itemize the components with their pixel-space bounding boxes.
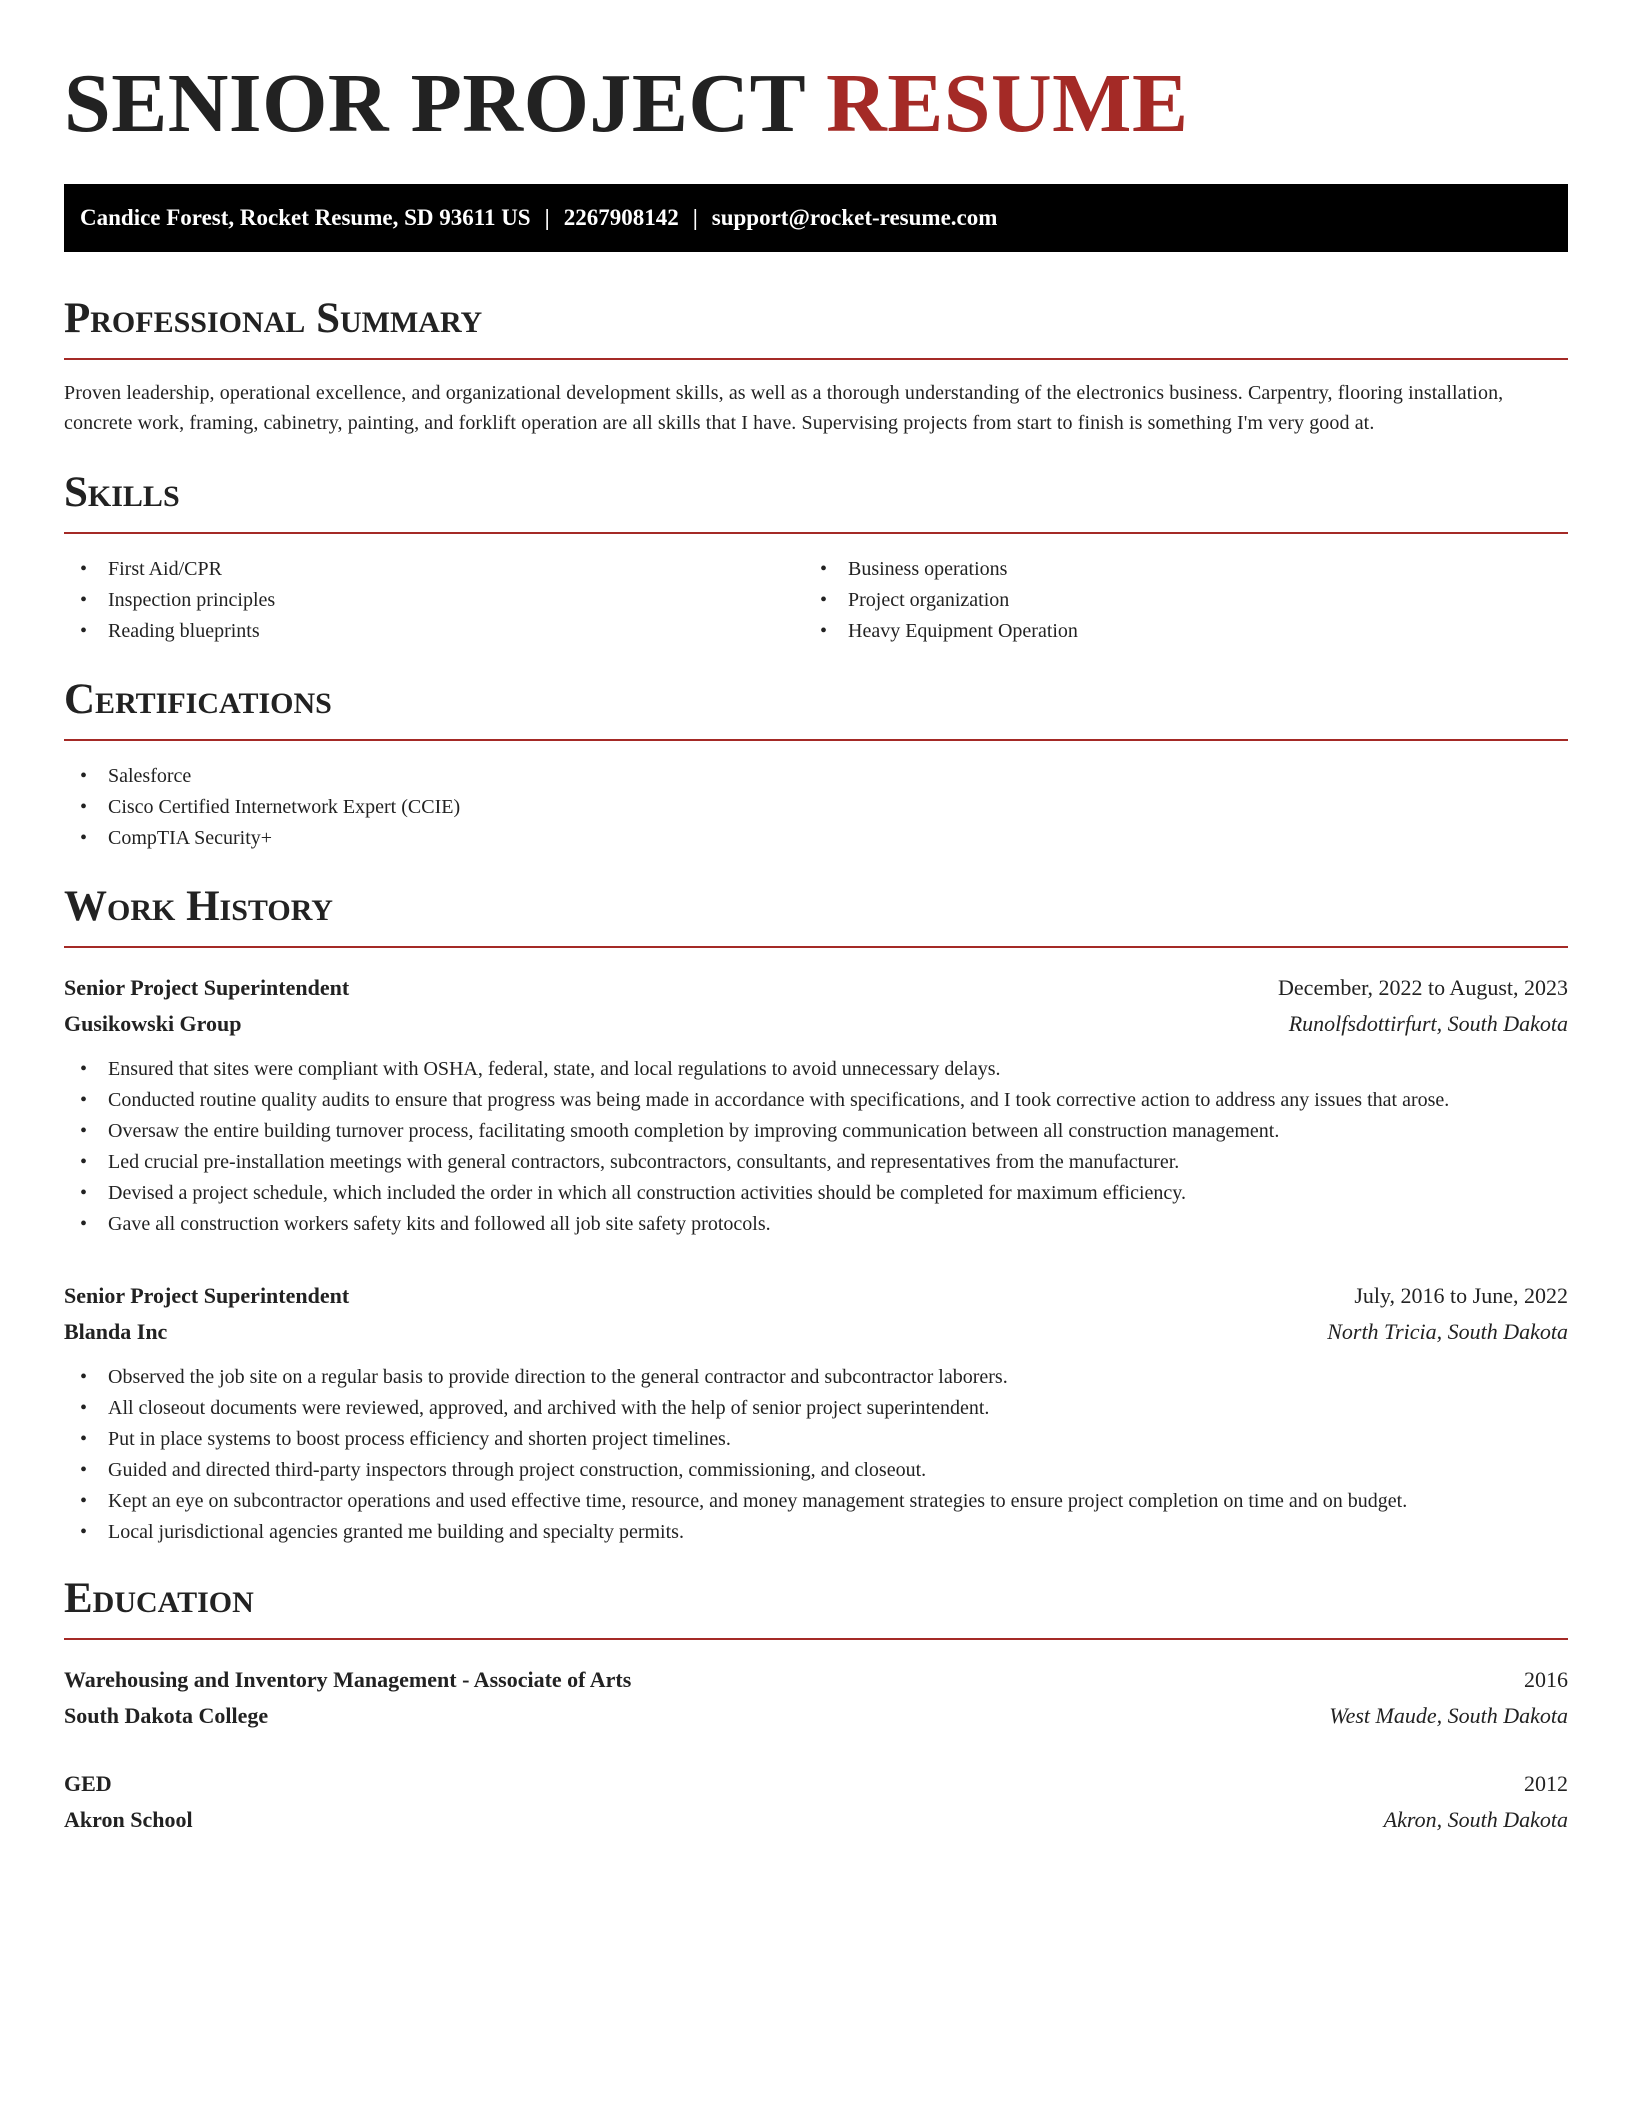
job-bullet: • Devised a project schedule, which included the order in which all construction activities should be completed for maximum efficiency. [64,1178,1568,1209]
job-bullet: • Guided and directed third-party inspectors through project construction, commissioning, and closeout. [64,1455,1568,1486]
job-bullet: • Ensured that sites were compliant with OSHA, federal, state, and local regulations to avoid unnecessary delays. [64,1054,1568,1085]
certifications-heading: Certifications [64,676,332,723]
title-main: SENIOR PROJECT [64,57,805,150]
skills-columns [64,554,1568,647]
job-location: Runolfsdottirfurt, South Dakota [1288,1011,1568,1036]
education-year: 2012 [1524,1771,1568,1796]
contact-separator: | [544,205,550,230]
contact-separator: | [692,205,698,230]
skill-item: • Inspection principles [64,585,804,616]
skill-item: • Reading blueprints [64,616,804,647]
education-school-row [64,1698,1568,1734]
certification-item: • Cisco Certified Internetwork Expert (CCIE) [64,792,1568,823]
education-location: West Maude, South Dakota [1329,1703,1568,1728]
job-location: North Tricia, South Dakota [1327,1319,1568,1344]
skill-item: • Business operations [804,554,1544,585]
job-header-row [64,1278,1568,1314]
job-bullet: • Observed the job site on a regular basis to provide direction to the general contractor and subcontractor laborers. [64,1362,1568,1393]
skills-list-left [64,554,804,647]
job-bullet: • Led crucial pre-installation meetings with general contractors, subcontractors, consultants, and representatives from the manufacturer. [64,1147,1568,1178]
job-bullet: • Oversaw the entire building turnover process, facilitating smooth completion by improving communication between all construction management. [64,1116,1568,1147]
contact-bar [64,184,1568,252]
education-header-row [64,1662,1568,1698]
certification-item: • Salesforce [64,761,1568,792]
section-divider [64,739,1568,741]
education-school-row [64,1802,1568,1838]
job-entry [64,1278,1568,1548]
job-bullet: • Put in place systems to boost process efficiency and shorten project timelines. [64,1424,1568,1455]
section-divider [64,946,1568,948]
education-heading: Education [64,1575,254,1622]
contact-phone: 2267908142 [563,205,679,230]
job-bullet: • Conducted routine quality audits to ensure that progress was being made in accordance with specifications, and I took corrective action to address any issues that arose. [64,1085,1568,1116]
education-header-row [64,1766,1568,1802]
education-location: Akron, South Dakota [1383,1807,1568,1832]
title-accent: RESUME [826,57,1189,150]
education-year: 2016 [1524,1667,1568,1692]
summary-section [64,294,1568,438]
job-bullet: • Gave all construction workers safety kits and followed all job site safety protocols. [64,1209,1568,1240]
skill-item: • Project organization [804,585,1544,616]
job-header-row [64,970,1568,1006]
job-entry [64,970,1568,1240]
education-school: South Dakota College [64,1703,269,1728]
skill-item: • First Aid/CPR [64,554,804,585]
job-bullets [64,1054,1568,1240]
summary-heading: Professional Summary [64,295,483,342]
job-title: Senior Project Superintendent [64,975,350,1000]
job-company-row [64,1314,1568,1350]
job-company: Gusikowski Group [64,1011,242,1036]
job-bullet: • Kept an eye on subcontractor operations and used effective time, resource, and money management strategies to ensure project completion on time and on budget. [64,1486,1568,1517]
skills-list-right [804,554,1544,647]
job-bullets [64,1362,1568,1548]
education-entry [64,1662,1568,1734]
contact-email: support@rocket-resume.com [711,205,998,230]
education-degree: GED [64,1771,112,1796]
education-entry [64,1766,1568,1838]
certifications-section [64,675,1568,854]
skills-section [64,468,1568,647]
summary-text: Proven leadership, operational excellence, and organizational development skills, as well as a thorough understanding of the electronics business. Carpentry, flooring installation, concrete work, framing, cabinetry, painting, and forklift operation are all skills that I have. Supervising projects from start to finish is something I'm very good at. [64,382,1504,434]
work-history-section [64,882,1568,1548]
skills-heading: Skills [64,469,180,516]
job-dates: July, 2016 to June, 2022 [1354,1283,1568,1308]
section-divider [64,532,1568,534]
certifications-list [64,761,1568,854]
education-school: Akron School [64,1807,193,1832]
job-company: Blanda Inc [64,1319,168,1344]
education-section [64,1574,1568,1838]
job-company-row [64,1006,1568,1042]
education-degree: Warehousing and Inventory Management - Associate of Arts [64,1667,632,1692]
section-divider [64,1638,1568,1640]
job-title: Senior Project Superintendent [64,1283,350,1308]
work-history-heading: Work History [64,883,333,930]
contact-address: Candice Forest, Rocket Resume, SD 93611 US [80,205,531,230]
section-divider [64,358,1568,360]
resume-title [64,0,1568,150]
job-dates: December, 2022 to August, 2023 [1278,975,1568,1000]
job-bullet: • All closeout documents were reviewed, approved, and archived with the help of senior project superintendent. [64,1393,1568,1424]
skill-item: • Heavy Equipment Operation [804,616,1544,647]
certification-item: • CompTIA Security+ [64,823,1568,854]
job-bullet: • Local jurisdictional agencies granted me building and specialty permits. [64,1517,1568,1548]
